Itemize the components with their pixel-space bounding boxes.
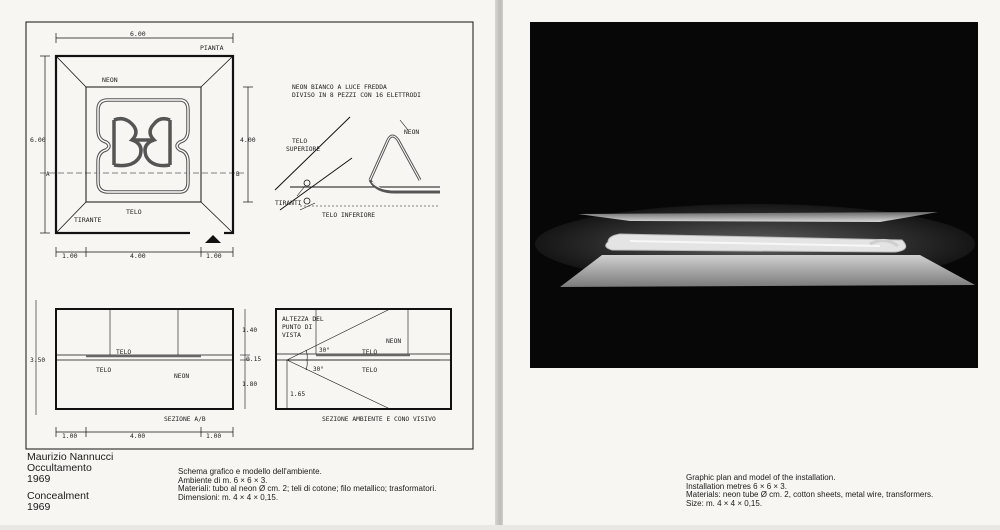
section-telo-1: TELO — [116, 349, 132, 356]
detail-title-1: NEON BIANCO A LUCE FREDDA — [292, 84, 387, 91]
lower-sheet — [560, 255, 975, 287]
detail-telo-sup-1: TELO — [292, 138, 308, 145]
section-dim-350: 3.50 — [30, 357, 46, 364]
caption-en-line2: Installation metres 6 × 6 × 3. — [686, 481, 787, 491]
section-title: SEZIONE A/B — [164, 416, 206, 423]
artwork-year-en: 1969 — [27, 501, 51, 513]
caption-it-line3: Materiali: tubo al neon Ø cm. 2; teli di cotone; filo metallico; trasformatori. — [178, 484, 437, 494]
plan-dim-bottom-1a: 1.00 — [62, 252, 78, 260]
artwork-title-en: Concealment — [27, 490, 89, 502]
plan-view — [40, 33, 253, 257]
view-telo-1: TELO — [362, 349, 378, 356]
section-ab — [36, 300, 250, 437]
caption-it-line2: Ambiente di m. 6 × 6 × 3. — [178, 475, 268, 485]
section-dim-015: 0.15 — [246, 356, 262, 363]
installation-photo — [530, 22, 978, 368]
caption-english — [686, 474, 933, 508]
view-dim-165: 1.65 — [290, 391, 306, 398]
plan-b-mark: B — [236, 171, 240, 178]
view-angle-1: 30° — [319, 347, 330, 354]
view-telo-2: TELO — [362, 367, 378, 374]
artwork-year-it: 1969 — [27, 473, 51, 485]
view-angle-2: 30° — [313, 366, 324, 373]
detail-tiranti-label: TIRANTI — [275, 200, 302, 207]
plan-a-mark: A — [46, 171, 50, 178]
caption-italian — [178, 468, 436, 502]
detail-telo-inf-label: TELO INFERIORE — [322, 212, 376, 219]
plan-dim-right: 4.00 — [240, 136, 256, 144]
detail-neon-label: NEON — [404, 129, 420, 136]
section-bottom-1b: 1.00 — [206, 433, 222, 440]
artist-block — [27, 452, 113, 513]
view-alt-2: PUNTO DI — [282, 324, 313, 331]
caption-it-line4: Dimensioni: m. 4 × 4 × 0,15. — [178, 492, 279, 502]
caption-en-line4: Size: m. 4 × 4 × 0,15. — [686, 498, 763, 508]
plan-dim-bottom-1b: 1.00 — [206, 252, 222, 260]
plan-height-label: 6.00 — [30, 136, 46, 144]
plan-telo-label: TELO — [126, 208, 142, 216]
view-alt-3: VISTA — [282, 332, 301, 339]
section-dim-180: 1.80 — [242, 381, 258, 388]
plan-neon-label: NEON — [102, 76, 118, 84]
caption-en-line3: Materials: neon tube Ø cm. 2, cotton sheets, metal wire, transformers. — [686, 490, 934, 500]
right-page — [503, 0, 1000, 525]
section-neon-label: NEON — [174, 373, 190, 380]
detail-title-2: DIVISO IN 8 PEZZI CON 16 ELETTRODI — [292, 92, 421, 99]
section-bottom-1a: 1.00 — [62, 433, 78, 440]
plan-title-label: PIANTA — [200, 44, 224, 52]
caption-en-line1: Graphic plan and model of the installation. — [686, 473, 836, 482]
view-neon-label: NEON — [386, 338, 402, 345]
technical-drawing — [0, 0, 497, 525]
section-bottom-4: 4.00 — [130, 433, 146, 440]
section-dim-140: 1.40 — [242, 327, 258, 334]
plan-width-label: 6.00 — [130, 30, 146, 38]
left-page — [0, 0, 497, 525]
view-alt-1: ALTEZZA DEL — [282, 316, 324, 323]
view-title: SEZIONE AMBIENTE E CONO VISIVO — [322, 416, 436, 423]
caption-it-line1: Schema grafico e modello dell'ambiente. — [178, 467, 322, 476]
section-telo-2: TELO — [96, 367, 112, 374]
detail-telo-sup-2: SUPERIORE — [286, 146, 321, 153]
plan-tirante-label: TIRANTE — [74, 216, 102, 224]
installation-photo-image — [530, 22, 978, 368]
artist-name: Maurizio Nannucci — [27, 451, 114, 463]
plan-dim-bottom-4: 4.00 — [130, 252, 146, 260]
artwork-title-it: Occultamento — [27, 462, 92, 474]
